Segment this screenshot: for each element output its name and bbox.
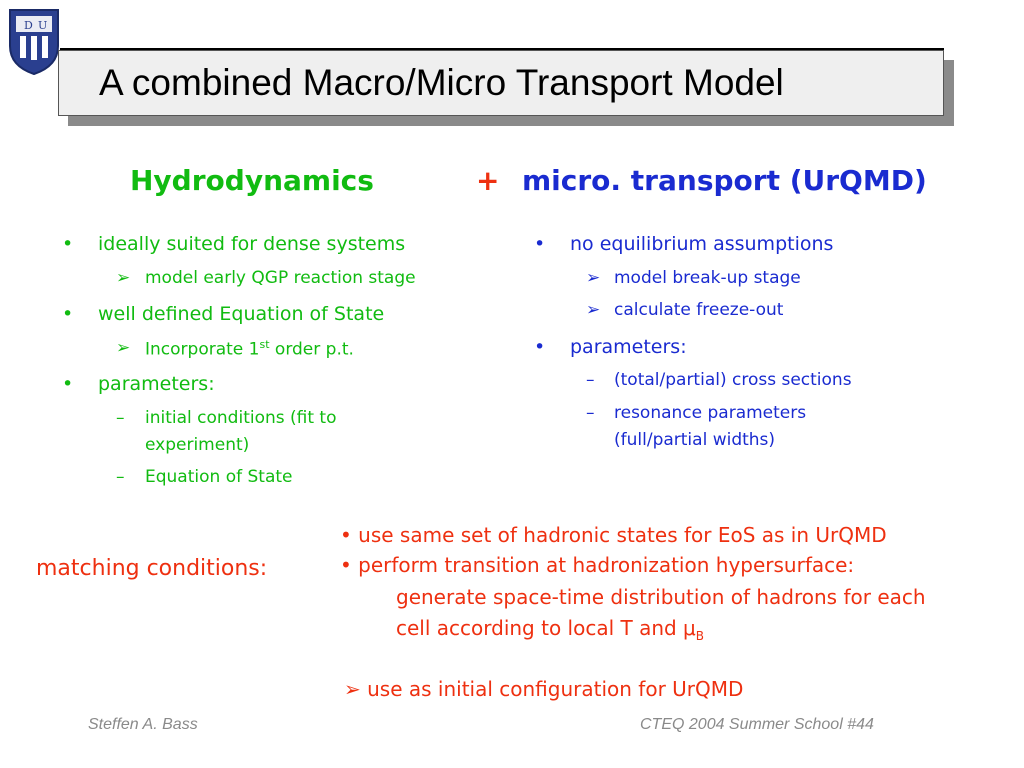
list-item: resonance parameters	[614, 403, 807, 423]
slide-title	[58, 50, 944, 116]
list-item: no equilibrium assumptions	[570, 233, 834, 255]
dash-bullet-icon: –	[586, 370, 595, 390]
arrow-bullet-icon: ➢	[586, 268, 601, 288]
list-item: ideally suited for dense systems	[98, 233, 406, 255]
list-item-continuation: experiment)	[145, 435, 250, 455]
footer-author: Steffen A. Bass	[88, 716, 198, 733]
bullet-icon: •	[62, 233, 74, 255]
bullet-icon: •	[534, 336, 546, 358]
right-column-heading: micro. transport (UrQMD)	[522, 164, 927, 197]
matching-conditions-label: matching conditions:	[36, 556, 268, 581]
list-item-continuation: (full/partial widths)	[614, 430, 776, 450]
slide-title-text: A combined Macro/Micro Transport Model	[99, 62, 784, 103]
list-item: initial conditions (fit to	[145, 408, 337, 428]
matching-line: • perform transition at hadronization hypersurface:	[340, 553, 855, 577]
list-item: (total/partial) cross sections	[614, 370, 852, 390]
matching-line: • use same set of hadronic states for EoS as in UrQMD	[340, 523, 887, 547]
footer-event: CTEQ 2004 Summer School #44	[640, 716, 874, 733]
arrow-bullet-icon: ➢	[116, 268, 131, 288]
crest-letter-2: U	[38, 19, 48, 32]
list-item: well defined Equation of State	[98, 303, 385, 325]
list-item: parameters:	[570, 336, 687, 358]
dash-bullet-icon: –	[116, 467, 125, 487]
arrow-bullet-icon: ➢	[116, 338, 131, 358]
dash-bullet-icon: –	[116, 408, 125, 428]
dash-bullet-icon: –	[586, 403, 595, 423]
matching-line: ➢ use as initial configuration for UrQMD	[344, 677, 744, 701]
list-item: parameters:	[98, 373, 215, 395]
bullet-icon: •	[62, 303, 74, 325]
university-crest-logo	[6, 6, 62, 76]
list-item: model early QGP reaction stage	[145, 268, 416, 288]
list-item: calculate freeze-out	[614, 300, 784, 320]
matching-line: generate space-time distribution of hadrons for each	[396, 585, 926, 609]
crest-letter-1: D	[24, 19, 33, 32]
arrow-bullet-icon: ➢	[586, 300, 601, 320]
list-item: model break-up stage	[614, 268, 801, 288]
matching-line: cell according to local T and $\mu_B$	[396, 616, 705, 643]
list-item: Equation of State	[145, 467, 293, 487]
list-item: Incorporate 1st order p.t.	[145, 338, 354, 360]
arrow-bullet-icon: ➢	[344, 677, 361, 701]
bullet-icon: •	[62, 373, 74, 395]
bullet-icon: •	[534, 233, 546, 255]
left-column-heading: Hydrodynamics	[130, 164, 374, 197]
plus-sign: +	[476, 164, 500, 197]
